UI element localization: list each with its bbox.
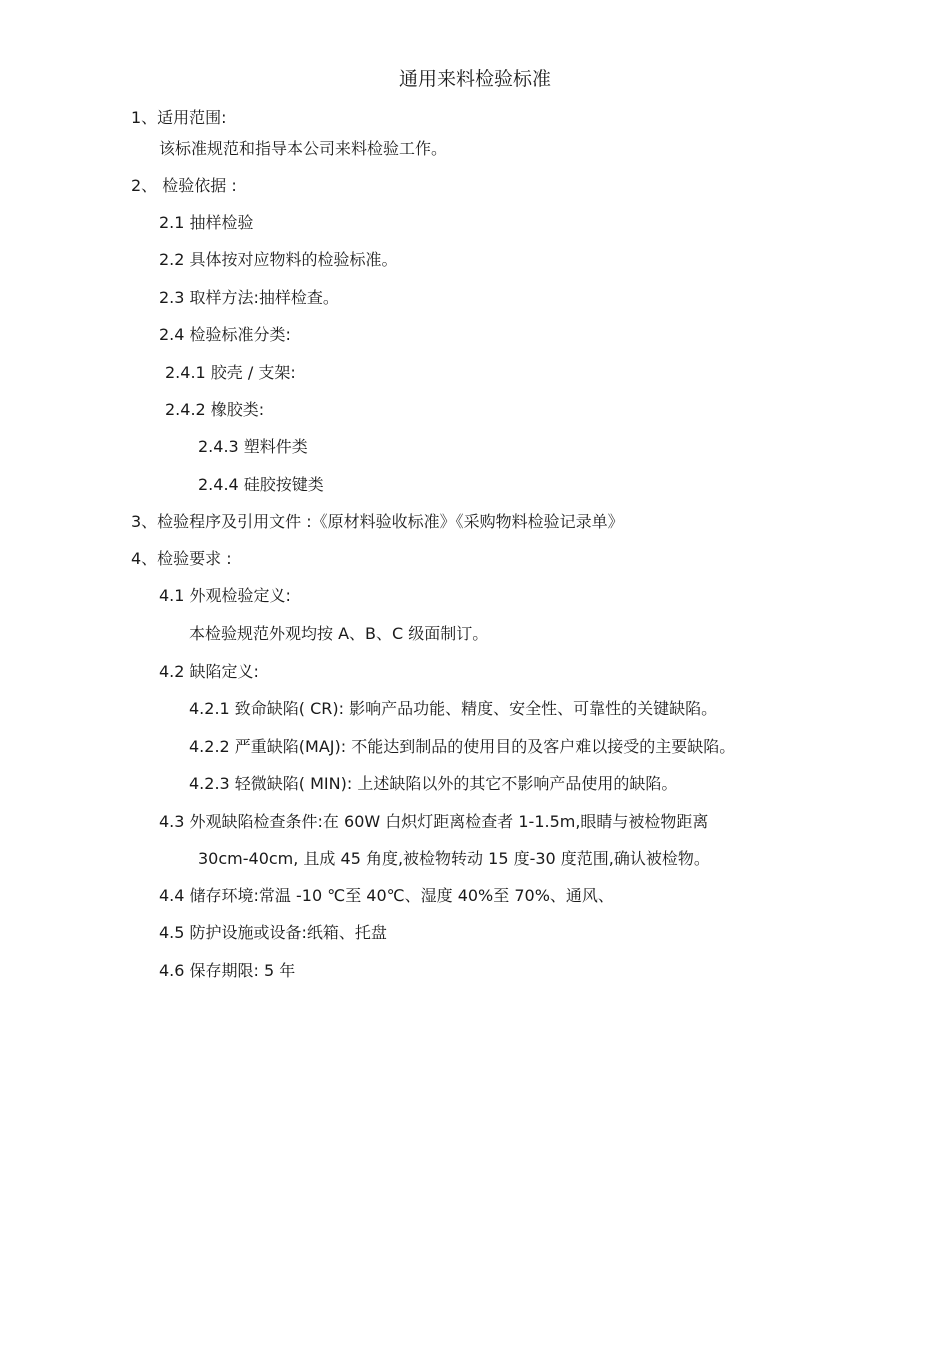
item-2-3: 2.3 取样方法:抽样检查。 <box>159 288 339 307</box>
item-2-2: 2.2 具体按对应物料的检验标准。 <box>159 250 398 269</box>
item-2-4-2: 2.4.2 橡胶类: <box>165 400 265 419</box>
item-2-4-1: 2.4.1 胶壳 / 支架: <box>165 363 296 382</box>
section-1-body: 该标准规范和指导本公司来料检验工作。 <box>159 139 448 158</box>
item-2-4-3: 2.4.3 塑料件类 <box>198 437 308 456</box>
item-4-5: 4.5 防护设施或设备:纸箱、托盘 <box>159 923 387 942</box>
section-1-heading: 1、适用范围: <box>131 108 227 127</box>
item-2-4-4: 2.4.4 硅胶按键类 <box>198 475 324 494</box>
section-4-heading: 4、检验要求 : <box>131 549 232 568</box>
item-4-3: 4.3 外观缺陷检查条件:在 60W 白炽灯距离检查者 1-1.5m,眼睛与被检物距离 <box>159 812 709 831</box>
section-3-heading: 3、检验程序及引用文件 :《原材料验收标准》《采购物料检验记录单》 <box>131 512 624 531</box>
item-2-1: 2.1 抽样检验 <box>159 213 254 232</box>
item-4-1: 4.1 外观检验定义: <box>159 586 291 605</box>
item-4-1-body: 本检验规范外观均按 A、B、C 级面制订。 <box>189 624 489 643</box>
item-4-2-1: 4.2.1 致命缺陷( CR): 影响产品功能、精度、安全性、可靠性的关键缺陷。 <box>189 699 718 718</box>
item-4-2-3: 4.2.3 轻微缺陷( MIN): 上述缺陷以外的其它不影响产品使用的缺陷。 <box>189 774 678 793</box>
item-2-4: 2.4 检验标准分类: <box>159 325 291 344</box>
item-4-3-continued: 30cm-40cm, 且成 45 角度,被检物转动 15 度-30 度范围,确认被检物。 <box>198 849 710 868</box>
item-4-2-2: 4.2.2 严重缺陷(MAJ): 不能达到制品的使用目的及客户难以接受的主要缺陷。 <box>189 737 736 756</box>
item-4-2: 4.2 缺陷定义: <box>159 662 259 681</box>
item-4-6: 4.6 保存期限: 5 年 <box>159 961 296 980</box>
document-title: 通用来料检验标准 <box>398 68 551 90</box>
section-2-heading: 2、 检验依据 : <box>131 176 237 195</box>
item-4-4: 4.4 储存环境:常温 -10 ℃至 40℃、湿度 40%至 70%、通风、 <box>159 886 614 905</box>
